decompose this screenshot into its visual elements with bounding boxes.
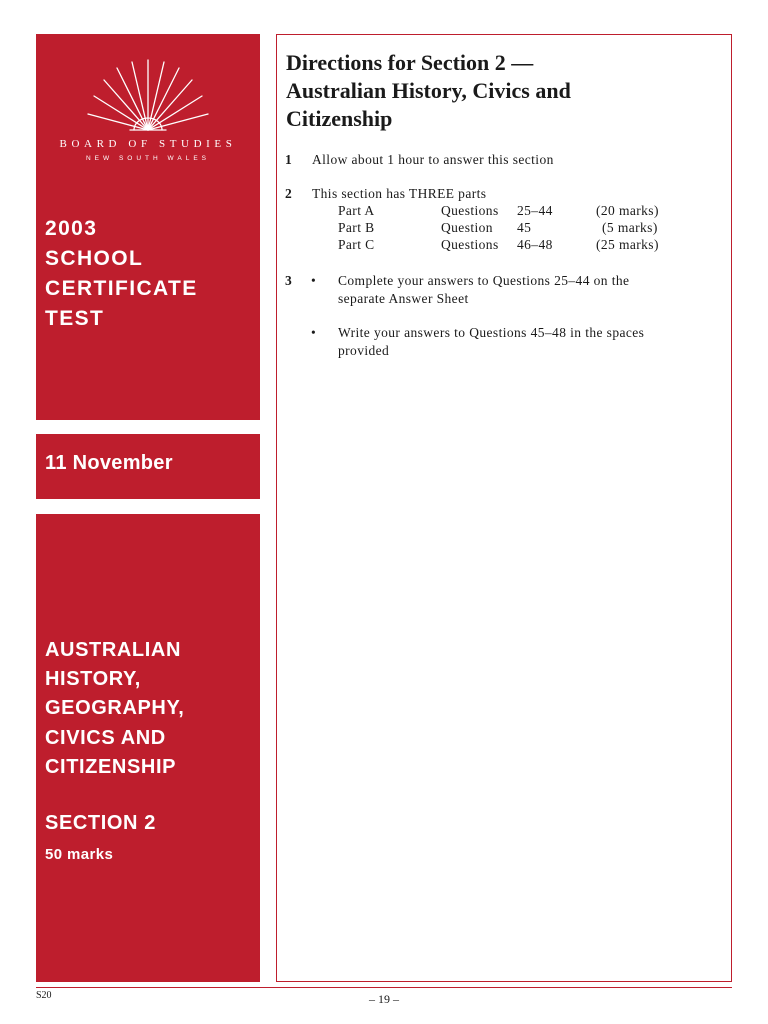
footer-rule [36, 987, 732, 988]
part-questions-label: Questions [441, 203, 499, 218]
part-range: 46–48 [517, 237, 553, 252]
test-title-line: CERTIFICATE [45, 277, 198, 300]
part-questions-label: Questions [441, 237, 499, 252]
bullet-text-line: separate Answer Sheet [338, 291, 469, 306]
item-number: 1 [285, 152, 293, 167]
part-marks: (5 marks) [602, 220, 658, 235]
subject-title-line: CITIZENSHIP [45, 755, 177, 778]
directions-title-line: Citizenship [286, 106, 393, 131]
section-label: SECTION 2 [45, 812, 156, 834]
subject-box [36, 514, 260, 982]
part-name: Part B [338, 220, 375, 235]
logo-subtitle: NEW SOUTH WALES [85, 155, 211, 162]
page-number: – 19 – [369, 992, 399, 1006]
test-date-box [36, 434, 260, 499]
part-range: 25–44 [517, 203, 553, 218]
bullet-text-line: Write your answers to Questions 45–48 in the spaces [338, 325, 645, 340]
test-title [45, 214, 198, 334]
subject-title-line: HISTORY, [45, 668, 141, 691]
paper-code: S20 [36, 990, 52, 1001]
directions-title [286, 49, 716, 133]
test-title-line: TEST [45, 307, 105, 330]
logo-title: BOARD OF STUDIES [59, 138, 237, 150]
part-questions-label: Question [441, 220, 493, 235]
test-date: 11 November [45, 452, 173, 474]
subject-title [45, 636, 184, 782]
bullet-icon: • [311, 325, 317, 340]
item-text: Allow about 1 hour to answer this section [312, 152, 554, 167]
part-name: Part C [338, 237, 375, 252]
test-title-line: SCHOOL [45, 247, 144, 270]
part-name: Part A [338, 203, 375, 218]
item-text: This section has THREE parts [312, 186, 487, 201]
cover-title-box [36, 34, 260, 420]
bullet-text-line: Complete your answers to Questions 25–44 on the [338, 273, 630, 288]
bullet-text-line: provided [338, 343, 390, 358]
item-number: 3 [285, 273, 293, 288]
board-of-studies-sunburst-logo [36, 44, 260, 194]
subject-title-line: GEOGRAPHY, [45, 697, 185, 720]
subject-title-line: CIVICS AND [45, 726, 166, 749]
item-number: 2 [285, 186, 293, 201]
subject-title-line: AUSTRALIAN [45, 639, 181, 661]
directions-panel [276, 34, 732, 982]
section-marks: 50 marks [45, 846, 114, 863]
directions-title-line: Australian History, Civics and [286, 78, 571, 103]
part-marks: (25 marks) [596, 237, 659, 252]
part-marks: (20 marks) [596, 203, 659, 218]
part-range: 45 [517, 220, 532, 235]
bullet-icon: • [311, 273, 317, 288]
test-title-line: 2003 [45, 217, 98, 240]
directions-title-line: Directions for Section 2 — [286, 50, 534, 75]
